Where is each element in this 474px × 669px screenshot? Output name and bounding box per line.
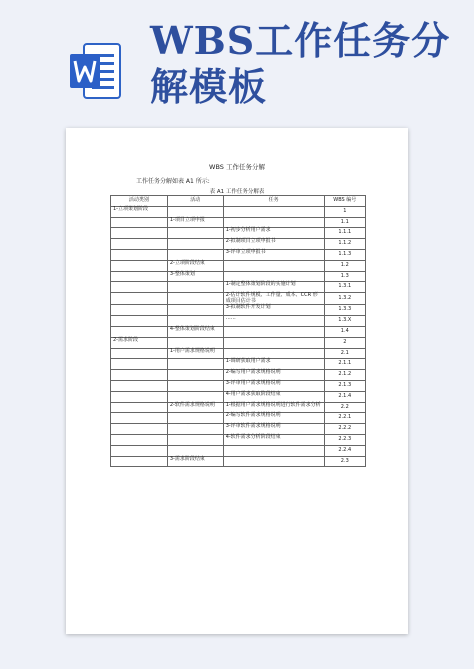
table-row xyxy=(111,305,366,316)
header-task: 任务 xyxy=(223,196,324,207)
cell-task: 1-制定整体策划阶段的实施计划 xyxy=(223,282,324,293)
cell-activity: 2-立项阶段结束 xyxy=(167,260,223,271)
cell-activity: 3-需求阶段结束 xyxy=(167,456,223,467)
cell-wbs-code: 1.1 xyxy=(324,217,365,228)
cell-wbs-code: 1 xyxy=(324,206,365,217)
cell-wbs-code: 2 xyxy=(324,337,365,348)
table-row xyxy=(111,206,366,217)
cell-wbs-code: 2.1.3 xyxy=(324,380,365,391)
cell-task: 3-拟制软件开发计划 xyxy=(223,305,324,316)
cell-task xyxy=(223,456,324,467)
wbs-table xyxy=(110,195,366,467)
table-header-row xyxy=(111,196,366,207)
cell-category xyxy=(111,402,168,413)
banner-title: WBS工作任务分解模板 xyxy=(150,18,451,109)
cell-activity xyxy=(167,228,223,239)
table-row xyxy=(111,456,366,467)
cell-category xyxy=(111,239,168,250)
table-row xyxy=(111,239,366,250)
cell-category xyxy=(111,217,168,228)
cell-category xyxy=(111,391,168,402)
cell-category xyxy=(111,348,168,359)
cell-wbs-code: 1.3.X xyxy=(324,316,365,327)
table-row xyxy=(111,326,366,337)
cell-category: 1-立项策划阶段 xyxy=(111,206,168,217)
cell-activity xyxy=(167,316,223,327)
cell-category xyxy=(111,380,168,391)
cell-category: 2-需求阶段 xyxy=(111,337,168,348)
header-activity: 活动 xyxy=(167,196,223,207)
cell-task xyxy=(223,326,324,337)
cell-wbs-code: 2.1.1 xyxy=(324,359,365,370)
cell-activity: 3-整体策划 xyxy=(167,271,223,282)
cell-task xyxy=(223,445,324,456)
cell-category xyxy=(111,326,168,337)
cell-activity xyxy=(167,249,223,260)
cell-wbs-code: 1.2 xyxy=(324,260,365,271)
cell-task: 2-编写软件需求规格说明 xyxy=(223,413,324,424)
cell-activity xyxy=(167,337,223,348)
cell-activity: 1-用户需求规格说明 xyxy=(167,348,223,359)
cell-task: 1-调研获取用户需求 xyxy=(223,359,324,370)
cell-task: 3-评审用户需求规格说明 xyxy=(223,380,324,391)
cell-activity xyxy=(167,434,223,445)
cell-task: 1-根据用户需求规格说明进行软件需求分析 xyxy=(223,402,324,413)
cell-wbs-code: 2.1 xyxy=(324,348,365,359)
cell-activity: 1-项目立项申报 xyxy=(167,217,223,228)
cell-wbs-code: 2.2.2 xyxy=(324,424,365,435)
cell-task: 2-估计软件规模、工作量、成本、CCR 形成项目估计书 xyxy=(223,293,324,305)
cell-wbs-code: 1.1.3 xyxy=(324,249,365,260)
cell-category xyxy=(111,228,168,239)
cell-category xyxy=(111,370,168,381)
cell-wbs-code: 2.1.4 xyxy=(324,391,365,402)
cell-category xyxy=(111,249,168,260)
cell-wbs-code: 1.3.2 xyxy=(324,293,365,305)
cell-wbs-code: 1.1.1 xyxy=(324,228,365,239)
cell-category xyxy=(111,445,168,456)
cell-activity: 2-软件需求规格说明 xyxy=(167,402,223,413)
table-row xyxy=(111,316,366,327)
document-page xyxy=(66,128,408,634)
header-category: 活动类别 xyxy=(111,196,168,207)
cell-category xyxy=(111,359,168,370)
table-row xyxy=(111,249,366,260)
cell-activity xyxy=(167,206,223,217)
word-doc-icon xyxy=(70,40,122,102)
table-row xyxy=(111,370,366,381)
cell-category xyxy=(111,271,168,282)
document-intro: 工作任务分解如表 A1 所示: xyxy=(136,178,210,185)
cell-category xyxy=(111,293,168,305)
cell-category xyxy=(111,434,168,445)
cell-wbs-code: 1.3.3 xyxy=(324,305,365,316)
cell-category xyxy=(111,413,168,424)
cell-activity xyxy=(167,305,223,316)
cell-wbs-code: 2.2.4 xyxy=(324,445,365,456)
document-title: WBS 工作任务分解 xyxy=(209,163,265,171)
cell-activity xyxy=(167,445,223,456)
table-row xyxy=(111,434,366,445)
cell-category xyxy=(111,316,168,327)
cell-wbs-code: 2.3 xyxy=(324,456,365,467)
cell-task xyxy=(223,206,324,217)
banner xyxy=(0,0,474,130)
cell-wbs-code: 2.1.2 xyxy=(324,370,365,381)
cell-task: 3-评审软件需求规格说明 xyxy=(223,424,324,435)
cell-category xyxy=(111,424,168,435)
cell-wbs-code: 1.3.1 xyxy=(324,282,365,293)
table-row xyxy=(111,445,366,456)
table-row xyxy=(111,337,366,348)
cell-activity xyxy=(167,359,223,370)
cell-activity xyxy=(167,380,223,391)
cell-wbs-code: 1.3 xyxy=(324,271,365,282)
cell-wbs-code: 2.2.3 xyxy=(324,434,365,445)
cell-task: 2-拟制项目立项申报书 xyxy=(223,239,324,250)
cell-activity xyxy=(167,370,223,381)
cell-wbs-code: 2.2 xyxy=(324,402,365,413)
cell-category xyxy=(111,305,168,316)
cell-task: 4-用户需求获取阶段结束 xyxy=(223,391,324,402)
cell-wbs-code: 1.1.2 xyxy=(324,239,365,250)
cell-wbs-code: 1.4 xyxy=(324,326,365,337)
cell-category xyxy=(111,456,168,467)
cell-activity xyxy=(167,391,223,402)
cell-activity xyxy=(167,282,223,293)
table-body xyxy=(111,206,366,467)
cell-task: …… xyxy=(223,316,324,327)
cell-activity xyxy=(167,293,223,305)
cell-task: 4-软件需求分析阶段结束 xyxy=(223,434,324,445)
table-row xyxy=(111,260,366,271)
table-caption: 表 A1 工作任务分解表 xyxy=(209,189,265,195)
table-row xyxy=(111,413,366,424)
cell-task: 2-编写用户需求规格说明 xyxy=(223,370,324,381)
cell-category xyxy=(111,282,168,293)
cell-activity xyxy=(167,239,223,250)
cell-activity: 4-整体策划阶段结束 xyxy=(167,326,223,337)
cell-task: 1-初步分析用户需求 xyxy=(223,228,324,239)
table-row xyxy=(111,424,366,435)
table-row xyxy=(111,380,366,391)
cell-activity xyxy=(167,424,223,435)
cell-task xyxy=(223,337,324,348)
table-row xyxy=(111,391,366,402)
cell-task: 3-评审立项申报书 xyxy=(223,249,324,260)
cell-task xyxy=(223,260,324,271)
cell-wbs-code: 2.2.1 xyxy=(324,413,365,424)
cell-category xyxy=(111,260,168,271)
header-wbs-code: WBS 编号 xyxy=(324,196,365,207)
cell-activity xyxy=(167,413,223,424)
